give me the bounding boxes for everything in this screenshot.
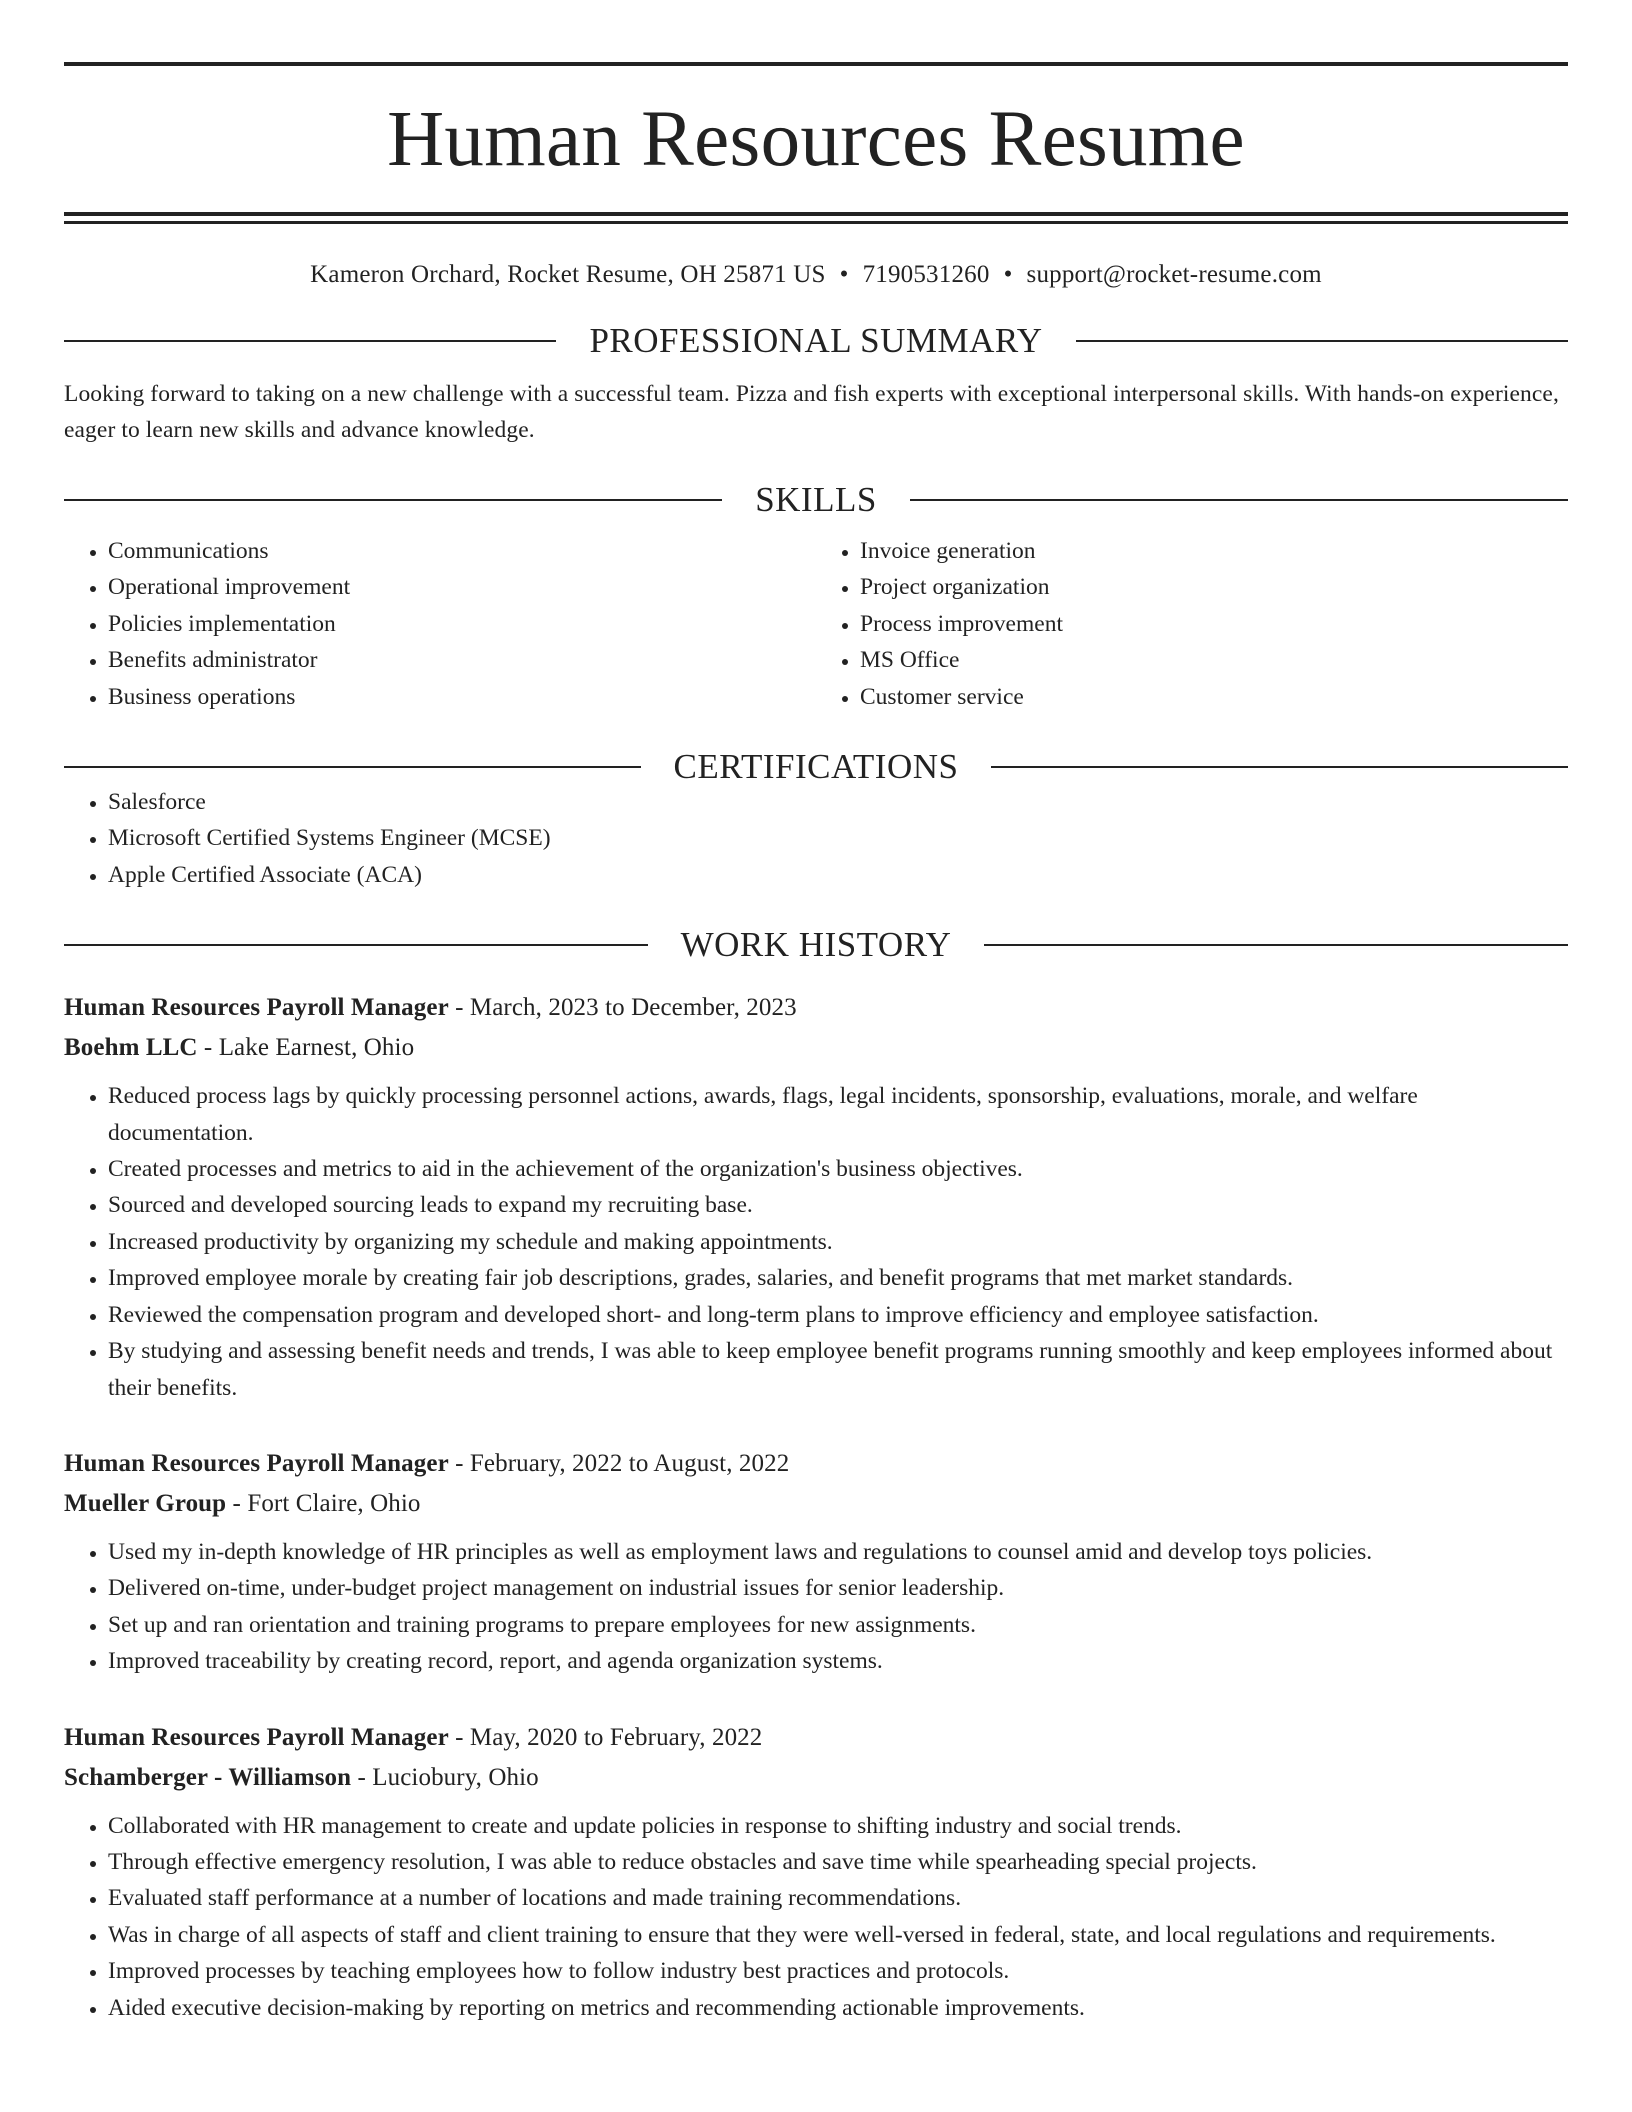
job-location: - Lake Earnest, Ohio xyxy=(197,1034,415,1062)
skill-item: • Operational improvement xyxy=(108,569,816,605)
heading-rule xyxy=(991,766,1568,768)
job-bullet: • Aided executive decision-making by reporting on metrics and recommending actionable improvements. xyxy=(108,1990,1568,2026)
heading-rule xyxy=(64,944,648,946)
heading-rule xyxy=(1076,340,1568,342)
contact-email: support@rocket-resume.com xyxy=(1026,261,1322,288)
heading-rule xyxy=(64,499,722,501)
top-rule xyxy=(64,62,1568,66)
job-bullets xyxy=(64,1534,1568,1680)
job-bullet: • Reviewed the compensation program and developed short- and long-term plans to improve efficiency and employee satisfaction. xyxy=(108,1297,1568,1333)
skills-list-left xyxy=(64,533,816,715)
job-bullet: • Evaluated staff performance at a number of locations and made training recommendations. xyxy=(108,1880,1568,1916)
work-history-heading xyxy=(64,925,1568,965)
skill-item: • Policies implementation xyxy=(108,606,816,642)
contact-separator: • xyxy=(1003,261,1013,288)
contact-line xyxy=(64,261,1568,289)
skill-item: • Business operations xyxy=(108,679,816,715)
job-title-line xyxy=(64,988,1568,1028)
skill-item: • MS Office xyxy=(860,642,1568,678)
job-bullet: • Set up and ran orientation and training programs to prepare employees for new assignments. xyxy=(108,1607,1568,1643)
section-title: SKILLS xyxy=(755,480,877,519)
job-bullet: • Created processes and metrics to aid in the achievement of the organization's business objectives. xyxy=(108,1151,1568,1187)
job-dates: - March, 2023 to December, 2023 xyxy=(448,994,797,1022)
job-dates: - May, 2020 to February, 2022 xyxy=(448,1723,763,1751)
section-title: PROFESSIONAL SUMMARY xyxy=(589,321,1043,360)
job-entry xyxy=(64,1718,1568,2026)
job-bullet: • Used my in-depth knowledge of HR principles as well as employment laws and regulations to counsel amid and develop toys policies. xyxy=(108,1534,1568,1570)
job-bullet: • By studying and assessing benefit needs and trends, I was able to keep employee benefit programs running smoothly and keep employees informed about their benefits. xyxy=(108,1333,1568,1406)
job-bullet: • Through effective emergency resolution, I was able to reduce obstacles and save time while spearheading special projects. xyxy=(108,1844,1568,1880)
job-bullet: • Increased productivity by organizing my schedule and making appointments. xyxy=(108,1224,1568,1260)
certifications-heading xyxy=(64,747,1568,787)
job-title: Human Resources Payroll Manager xyxy=(64,1723,449,1751)
job-company: Mueller Group xyxy=(64,1489,227,1517)
job-bullets xyxy=(64,1078,1568,1406)
job-dates: - February, 2022 to August, 2022 xyxy=(448,1449,790,1477)
job-bullet: • Delivered on-time, under-budget project management on industrial issues for senior leadership. xyxy=(108,1570,1568,1606)
skill-item: • Process improvement xyxy=(860,606,1568,642)
job-location: - Fort Claire, Ohio xyxy=(226,1489,421,1517)
certifications-list xyxy=(64,784,1568,893)
job-bullet: • Was in charge of all aspects of staff and client training to ensure that they were well-versed in federal, state, and local regulations and requirements. xyxy=(108,1917,1568,1953)
job-title-line xyxy=(64,1444,1568,1484)
certification-item: • Apple Certified Associate (ACA) xyxy=(108,857,1568,893)
heading-rule xyxy=(64,340,556,342)
contact-separator: • xyxy=(839,261,849,288)
job-company-line xyxy=(64,1758,1568,1798)
contact-address: Kameron Orchard, Rocket Resume, OH 25871 US xyxy=(310,261,826,288)
job-company-line xyxy=(64,1484,1568,1524)
job-location: - Luciobury, Ohio xyxy=(351,1763,539,1791)
job-bullet: • Improved processes by teaching employees how to follow industry best practices and protocols. xyxy=(108,1953,1568,1989)
job-bullet: • Collaborated with HR management to create and update policies in response to shifting industry and social trends. xyxy=(108,1808,1568,1844)
certification-item: • Microsoft Certified Systems Engineer (MCSE) xyxy=(108,820,1568,856)
job-entry xyxy=(64,988,1568,1406)
skills-list-right xyxy=(816,533,1568,715)
job-bullet: • Improved employee morale by creating fair job descriptions, grades, salaries, and benefit programs that met market standards. xyxy=(108,1260,1568,1296)
job-company: Schamberger - Williamson xyxy=(64,1763,352,1791)
skill-item: • Benefits administrator xyxy=(108,642,816,678)
heading-rule xyxy=(910,499,1568,501)
job-entry xyxy=(64,1444,1568,1680)
skills-columns xyxy=(64,533,1568,715)
skills-heading xyxy=(64,482,1568,517)
summary-heading xyxy=(64,323,1568,358)
job-bullet: • Improved traceability by creating record, report, and agenda organization systems. xyxy=(108,1643,1568,1679)
skill-item: • Customer service xyxy=(860,679,1568,715)
heading-rule xyxy=(64,766,641,768)
skill-item: • Invoice generation xyxy=(860,533,1568,569)
skill-item: • Communications xyxy=(108,533,816,569)
heading-rule xyxy=(984,944,1568,946)
job-bullet: • Reduced process lags by quickly processing personnel actions, awards, flags, legal incidents, sponsorship, evaluations, morale, and welfare documentation. xyxy=(108,1078,1568,1151)
section-title: WORK HISTORY xyxy=(680,925,952,965)
job-title: Human Resources Payroll Manager xyxy=(64,994,449,1022)
contact-phone: 7190531260 xyxy=(862,261,990,288)
job-company-line xyxy=(64,1028,1568,1068)
certification-item: • Salesforce xyxy=(108,784,1568,820)
title-double-rule xyxy=(64,212,1568,224)
job-title-line xyxy=(64,1718,1568,1758)
work-history-list xyxy=(64,988,1568,2026)
summary-text: Looking forward to taking on a new challenge with a successful team. Pizza and fish experts with exceptional interpersonal skills. With hands-on experience, eager to learn new skills and advance knowledge. xyxy=(64,381,1559,443)
job-bullets xyxy=(64,1808,1568,2026)
job-bullet: • Sourced and developed sourcing leads to expand my recruiting base. xyxy=(108,1187,1568,1223)
job-title: Human Resources Payroll Manager xyxy=(64,1449,449,1477)
resume-title: Human Resources Resume xyxy=(387,96,1245,183)
section-title: CERTIFICATIONS xyxy=(673,747,959,787)
skill-item: • Project organization xyxy=(860,569,1568,605)
job-company: Boehm LLC xyxy=(64,1034,198,1062)
